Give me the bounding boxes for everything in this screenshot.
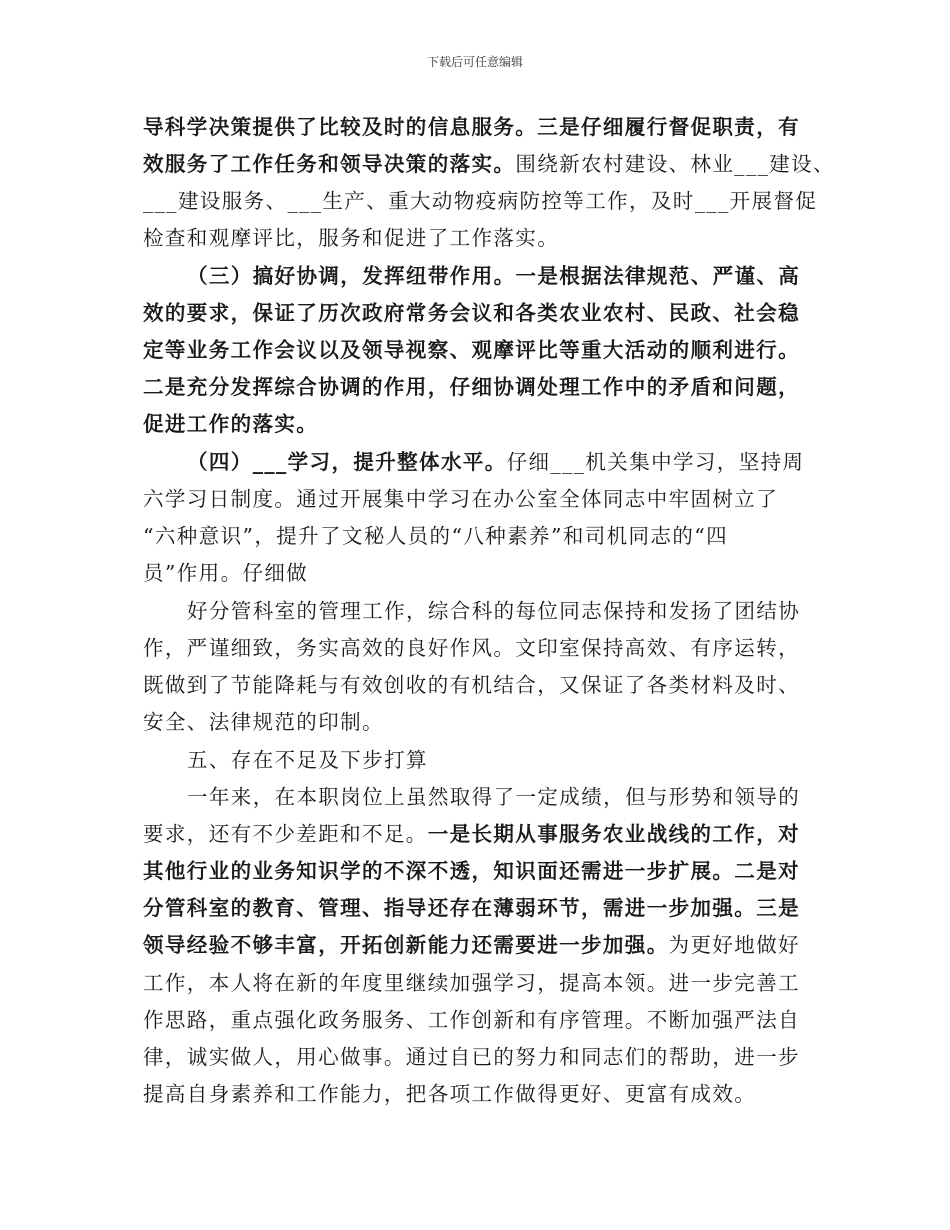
text-line [143, 634, 800, 662]
text-line [143, 1006, 800, 1034]
text-line [143, 1080, 756, 1108]
text-segment: 既做到了节能降耗与有效创收的有机结合，又保证了各类材料及时、 [143, 673, 800, 697]
bold-text-segment: 二是充分发挥综合协调的作用，仔细协调处理工作中的矛盾和问题， [143, 375, 800, 399]
text-line [143, 336, 800, 364]
text-segment: 围绕新农村建设、林业___建设、 [515, 152, 835, 176]
page-header: 下载后可任意编辑 [426, 55, 523, 69]
bold-text-segment: 一是长期从事服务农业战线的工作，对 [427, 822, 801, 846]
text-line [143, 299, 800, 327]
text-line [143, 1043, 800, 1071]
text-line [143, 150, 835, 178]
bold-text-segment: 效服务了工作任务和领导决策的落实。 [143, 152, 516, 176]
text-segment: 作，严谨细致，务实高效的良好作风。文印室保持高效、有序运转， [143, 636, 800, 660]
text-segment: 一年来，在本职岗位上虽然取得了一定成绩，但与形势和领导的 [187, 785, 801, 809]
text-line [143, 708, 384, 736]
text-line [187, 262, 800, 290]
text-line [143, 410, 318, 438]
text-segment: 工作，本人将在新的年度里继续加强学习，提高本领。进一步完善工 [143, 971, 800, 995]
text-segment: 作思路，重点强化政务服务、工作创新和有序管理。不断加强严法自 [143, 1008, 800, 1032]
text-segment: 好分管科室的管理工作，综合科的每位同志保持和发扬了团结协 [187, 599, 801, 623]
text-line [187, 448, 804, 476]
text-line [143, 857, 800, 885]
text-line [143, 485, 778, 513]
bold-text-segment: 效的要求，保证了历次政府常务会议和各类农业农村、民政、社会稳 [143, 301, 800, 325]
bold-text-segment: 分管科室的教育、管理、指导还存在薄弱环节，需进一步加强。三是 [143, 896, 800, 920]
text-segment: 仔细___机关集中学习，坚持周 [506, 450, 805, 474]
text-segment: 检查和观摩评比，服务和促进了工作落实。 [143, 226, 560, 250]
text-segment: 要求，还有不少差距和不足。 [143, 822, 428, 846]
bold-text-segment: 定等业务工作会议以及领导视察、观摩评比等重大活动的顺利进行。 [143, 338, 800, 362]
text-segment: 员”作用。仔细做 [143, 561, 309, 585]
text-line [143, 373, 800, 401]
text-line [143, 113, 800, 141]
text-segment: 提高自身素养和工作能力，把各项工作做得更好、更富有成效。 [143, 1082, 757, 1106]
bold-text-segment: 领导经验不够丰富，开拓创新能力还需要进一步加强。 [143, 933, 669, 957]
text-line [143, 559, 308, 587]
text-segment: 律，诚实做人，用心做事。通过自已的努力和同志们的帮助，进一步 [143, 1045, 800, 1069]
text-line [143, 522, 728, 550]
text-segment: 为更好地做好 [668, 933, 801, 957]
text-line [187, 597, 800, 625]
text-line [143, 187, 817, 215]
text-line [143, 931, 800, 959]
text-line [187, 783, 800, 811]
text-line [143, 894, 800, 922]
bold-text-segment: （四）___学习，提升整体水平。 [187, 450, 507, 474]
text-segment: “六种意识”，提升了文秘人员的“八种素养”和司机同志的“四 [143, 524, 728, 548]
text-segment: 六学习日制度。通过开展集中学习在办公室全体同志中牢固树立了 [143, 487, 779, 511]
text-segment: 五、存在不足及下步打算 [187, 748, 428, 772]
text-segment: ___建设服务、___生产、重大动物疫病防控等工作，及时___开展督促 [143, 189, 818, 213]
bold-text-segment: 其他行业的业务知识学的不深不透，知识面还需进一步扩展。二是对 [143, 859, 800, 883]
text-line [143, 671, 800, 699]
text-line [187, 746, 428, 774]
bold-text-segment: 促进工作的落实。 [143, 412, 319, 436]
text-segment: 安全、法律规范的印制。 [143, 710, 384, 734]
bold-text-segment: 导科学决策提供了比较及时的信息服务。三是仔细履行督促职责，有 [143, 115, 800, 139]
text-line [143, 969, 800, 997]
bold-text-segment: （三）搞好协调，发挥纽带作用。一是根据法律规范、严谨、高 [187, 264, 801, 288]
text-line [143, 820, 800, 848]
text-line [143, 224, 559, 252]
